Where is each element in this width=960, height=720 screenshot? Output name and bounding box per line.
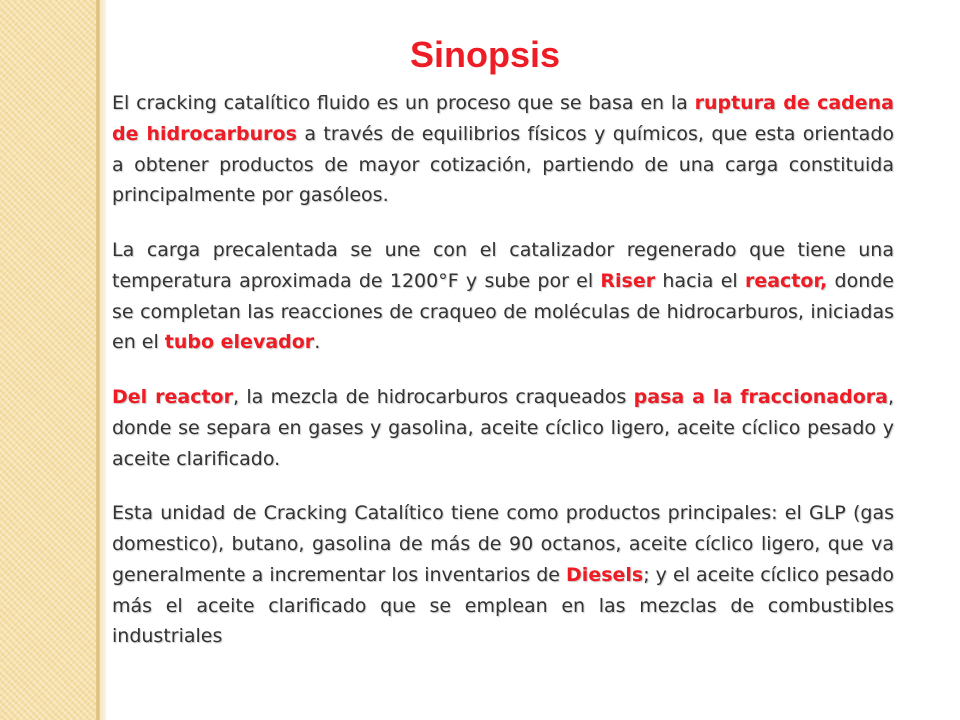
decorative-side-band: [0, 0, 96, 720]
paragraph: [112, 498, 894, 652]
text-segment: , donde se separa en gases y gasolina, aceite cíclico ligero, aceite cíclico pesado y aceite clarificado.: [112, 386, 894, 470]
text-segment: .: [314, 331, 321, 354]
highlighted-term: Riser: [600, 269, 656, 292]
text-segment: ; y el aceite cíclico pesado más el aceite clarificado que se emplean en las mezclas de combustibles industriales: [112, 563, 895, 648]
text-segment: La carga precalentada se une con el catalizador regenerado que tiene una temperatura aproximada de 1200°F y sube por el: [112, 239, 894, 292]
highlighted-term: Diesels: [566, 563, 644, 586]
text-segment: El cracking catalítico fluido es un proceso que se basa en la: [112, 92, 695, 114]
paragraph: [112, 382, 894, 474]
text-segment: , la mezcla de hidrocarburos craqueados: [232, 386, 634, 409]
highlighted-term: ruptura de cadena de hidrocarburos: [112, 92, 894, 145]
highlighted-term: reactor,: [744, 269, 828, 292]
text-segment: hacia el: [655, 269, 745, 292]
slide-body: [112, 88, 894, 676]
highlighted-term: pasa a la fraccionadora: [633, 386, 888, 409]
text-segment: donde se completan las reacciones de craqueo de moléculas de hidrocarburos, iniciadas en el: [112, 269, 894, 354]
highlighted-term: tubo elevador: [164, 331, 315, 354]
highlighted-term: Del reactor: [112, 386, 233, 409]
text-segment: Esta unidad de Cracking Catalítico tiene como productos principales: el GLP (gas domestico), butano, gasolina de más de 90 octanos, aceite cíclico ligero, que va generalmente a incrementar los inventarios de: [112, 502, 894, 586]
slide-title: Sinopsis: [409, 34, 561, 75]
paragraph: [112, 88, 894, 211]
decorative-side-edge: [96, 0, 106, 720]
text-segment: a través de equilibrios físicos y químicos, que esta orientado a obtener productos de mayor cotización, partiendo de una carga constituida principalmente por gasóleos.: [112, 122, 895, 207]
paragraph: [112, 235, 894, 358]
